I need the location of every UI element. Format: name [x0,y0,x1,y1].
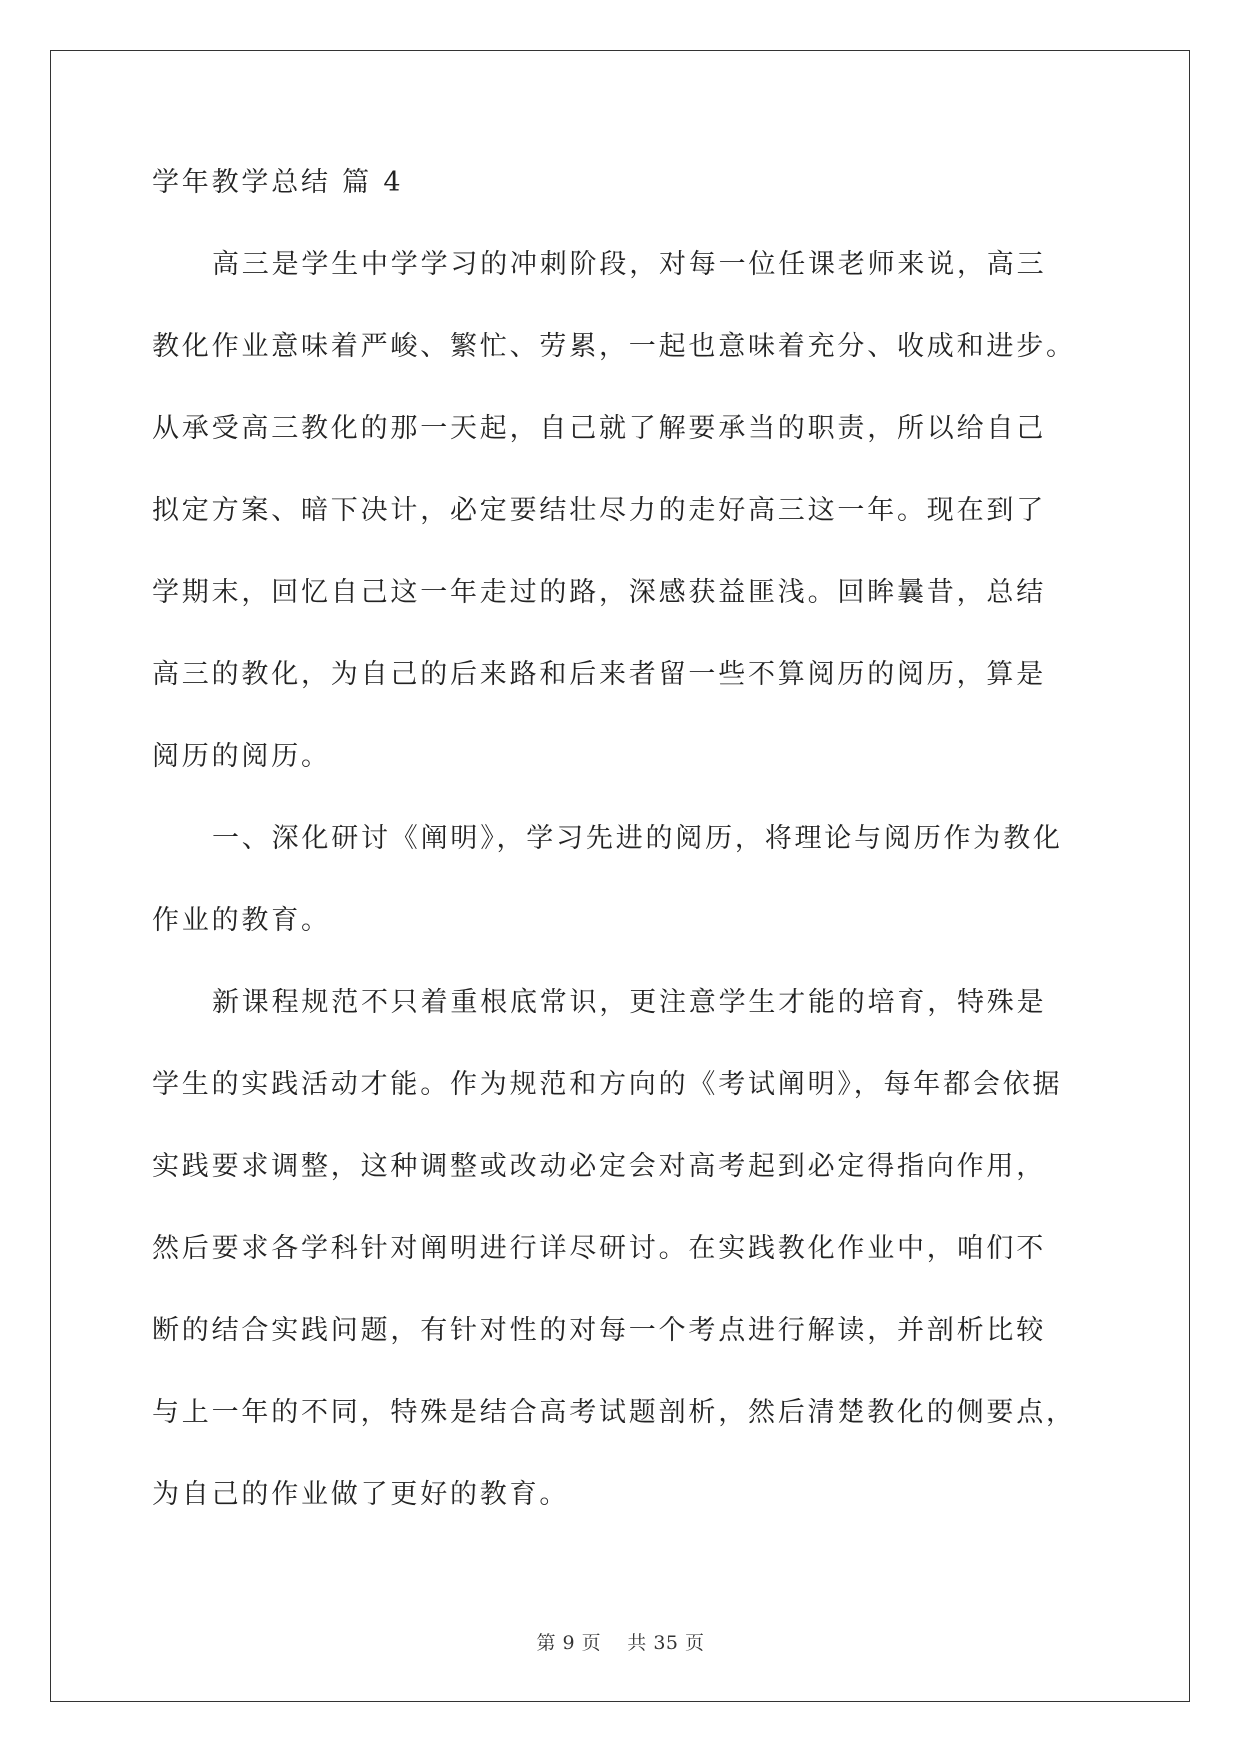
paragraph-line: 学生的实践活动才能。作为规范和方向的《考试阐明》，每年都会依据 [152,1069,1063,1100]
paragraph-line: 然后要求各学科针对阐明进行详尽研讨。在实践教化作业中，咱们不 [152,1233,1046,1264]
section-heading-continued: 作业的教育。 [152,905,331,936]
paragraph-line: 实践要求调整，这种调整或改动必定会对高考起到必定得指向作用， [152,1151,1046,1182]
paragraph-line: 学期末，回忆自己这一年走过的路，深感获益匪浅。回眸曩昔，总结 [152,577,1046,608]
paragraph-line: 与上一年的不同，特殊是结合高考试题剖析，然后清楚教化的侧要点， [152,1397,1076,1428]
paragraph-line: 高三是学生中学学习的冲刺阶段，对每一位任课老师来说，高三 [212,249,1047,280]
paragraph-line: 断的结合实践问题，有针对性的对每一个考点进行解读，并剖析比较 [152,1315,1046,1346]
paragraph-line: 从承受高三教化的那一天起，自己就了解要承当的职责，所以给自己 [152,413,1046,444]
paragraph-line: 为自己的作业做了更好的教育。 [152,1479,570,1510]
paragraph-line: 高三的教化，为自己的后来路和后来者留一些不算阅历的阅历，算是 [152,659,1046,690]
paragraph-line: 教化作业意味着严峻、繁忙、劳累，一起也意味着充分、收成和进步。 [152,331,1076,362]
document-title: 学年教学总结 篇 4 [152,167,404,198]
paragraph-line: 拟定方案、暗下决计，必定要结壮尽力的走好高三这一年。现在到了 [152,495,1046,526]
page-number: 第 9 页 共 35 页 [536,1632,705,1654]
document-body [152,168,1092,1562]
section-heading: 一、深化研讨《阐明》，学习先进的阅历，将理论与阅历作为教化 [212,823,1063,854]
paragraph-line: 新课程规范不只着重根底常识，更注意学生才能的培育，特殊是 [212,987,1047,1018]
page-footer [0,1628,1241,1655]
paragraph-line: 阅历的阅历。 [152,741,331,772]
